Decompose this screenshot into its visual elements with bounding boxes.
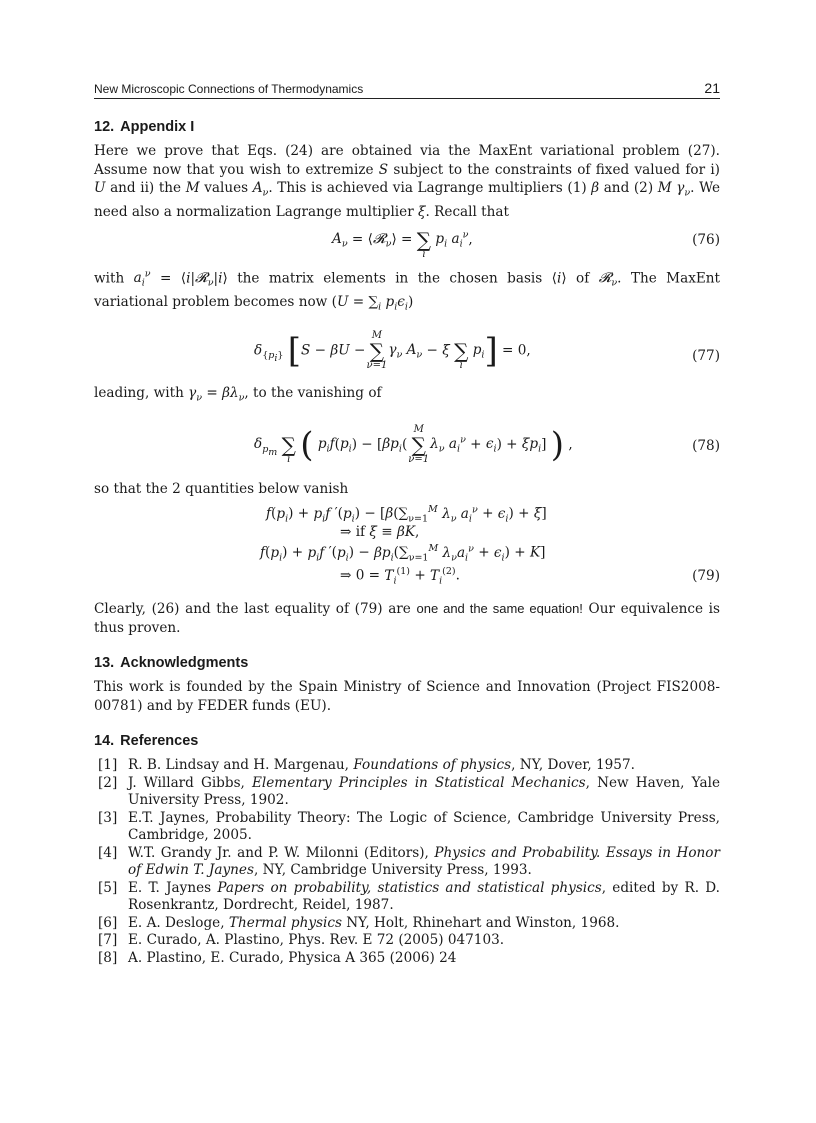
equation-number-79: (79) bbox=[692, 568, 720, 585]
reference-title: Elementary Principles in Statistical Mechanics bbox=[251, 774, 586, 791]
reference-list bbox=[94, 757, 720, 967]
appendix-paragraph-4: so that the 2 quantities below vanish bbox=[94, 480, 349, 497]
reference-title: Papers on probability, statistics and statistical physics bbox=[217, 879, 602, 896]
reference-number: [5] bbox=[98, 879, 118, 896]
reference-item: [8] A. Plastino, E. Curado, Physica A 365 (2006) 24 bbox=[98, 949, 457, 966]
reference-item: [3] E.T. Jaynes, Probability Theory: The Logic of Science, Cambridge University Press, Cambridge, 2005. bbox=[98, 809, 720, 844]
equation-number-76: (76) bbox=[692, 231, 720, 248]
reference-number: [4] bbox=[98, 844, 118, 861]
section-heading-appendix: 12. Appendix I bbox=[94, 119, 195, 135]
appendix-paragraph-1: Here we prove that Eqs. (24) are obtained via the MaxEnt variational problem (27). Assume now that you wish to extremize S subject to the constraints of fixed valued for i) U and ii) the M values $A_\nu$. This is achieved via Lagrange multipliers (1) β and (2) M $\gamma_\nu$. We need also a normalization Lagrange multiplier ξ. Recall that bbox=[94, 143, 720, 221]
reference-number: [6] bbox=[98, 914, 118, 931]
reference-title: Thermal physics bbox=[228, 914, 342, 931]
appendix-paragraph-2: with $a_i^\nu$ = ⟨i|𝓡$_\nu$|i⟩ the matrix elements in the chosen basis ⟨i⟩ of 𝓡$_\nu$. The MaxEnt variational problem becomes now ($U = \sum_i$ $p_i\epsilon_i$) bbox=[94, 268, 721, 314]
reference-number: [8] bbox=[98, 949, 118, 966]
reference-item: [5] E. T. Jaynes Papers on probability, statistics and statistical physics, edited by R. D. Rosenkrantz, Dordrecht, Reidel, 1987. bbox=[98, 879, 720, 914]
section-heading-references: 14. References bbox=[94, 733, 199, 750]
page-number: 21 bbox=[704, 80, 720, 96]
acknowledgments-text: This work is founded by the Spain Ministry of Science and Innovation (Project FIS2008-00781) and by FEDER funds (EU). bbox=[94, 679, 720, 714]
equation-number-78: (78) bbox=[692, 437, 720, 454]
equation-76: $A_\nu$ = ⟨𝓡$_\nu$⟩ = ∑ i $p_i$ $a_i^\nu$, (76) bbox=[332, 227, 720, 260]
appendix-paragraph-3: leading, with $\gamma_\nu = \beta\lambda_\nu$, to the vanishing of bbox=[94, 384, 382, 404]
running-title: New Microscopic Connections of Thermodynamics bbox=[94, 82, 364, 96]
equation-number-77: (77) bbox=[692, 347, 720, 364]
reference-item: [6] E. A. Desloge, Thermal physics NY, Holt, Rhinehart and Winston, 1968. bbox=[98, 914, 620, 931]
section-heading-acknowledgments: 13. Acknowledgments bbox=[94, 655, 249, 672]
running-header bbox=[94, 78, 720, 99]
appendix-paragraph-5: Clearly, (26) and the last equality of (79) are one and the same equation! Our equivalence is thus proven. bbox=[94, 601, 720, 636]
reference-title: Physics and Probability. Essays in Honor of Edwin T. Jaynes bbox=[128, 844, 720, 879]
equation-77: $\delta_{\{p_i\}}$ [S − βU − ∑ M ν=1 $\gamma_\nu$ $A_\nu - \xi$ ∑ i $p_i] = 0$, (77) bbox=[254, 329, 720, 371]
reference-title: Foundations of physics bbox=[353, 757, 512, 774]
reference-item: [2] J. Willard Gibbs, Elementary Principles in Statistical Mechanics, New Haven, Yale University Press, 1902. bbox=[98, 774, 720, 809]
reference-number: [2] bbox=[98, 774, 118, 791]
reference-number: [3] bbox=[98, 809, 118, 826]
reference-item: [1] R. B. Lindsay and H. Margenau, Foundations of physics, NY, Dover, 1957. bbox=[98, 757, 635, 774]
equation-78: $\delta_{p_m}$ ∑ i ( $p_if(p_i) - [\beta p_i$( ∑ M ν=1 $\lambda_\nu$ $a_i^\nu + \epsilon_i) + \xi p_i$] ) , (78) bbox=[254, 423, 720, 465]
equation-79: $f(p_i) + p_if$ $'(p_i) - [\beta(\sum_{\nu=1}^M$ $\lambda_\nu$ $a_i^\nu + \epsilon_i) + \xi$] ⇒ if ξ ≡ βK, $f(p_i) + p_if$ $'(p_i) - \beta p_i(\sum_{\nu=1}^M$ $\lambda_\nu a_i^\nu + \epsilon_i) + K$] ⇒ $0 = T_i^{(1)} + T_i^{(2)}$. (79) bbox=[260, 504, 720, 587]
reference-number: [1] bbox=[98, 757, 118, 774]
reference-item: [7] E. Curado, A. Plastino, Phys. Rev. E 72 (2005) 047103. bbox=[98, 932, 505, 949]
reference-number: [7] bbox=[98, 932, 118, 949]
page bbox=[94, 78, 720, 967]
reference-item: [4] W.T. Grandy Jr. and P. W. Milonni (Editors), Physics and Probability. Essays in Honor of Edwin T. Jaynes, NY, Cambridge University Press, 1993. bbox=[98, 844, 720, 879]
